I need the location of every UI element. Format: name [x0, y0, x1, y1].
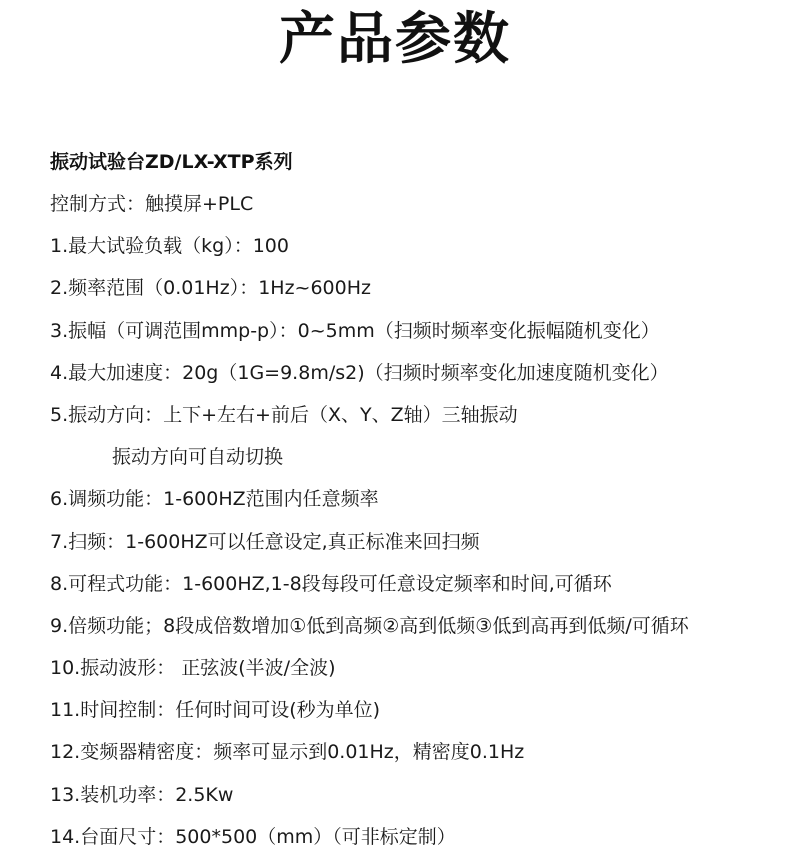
param-table-size: 14.台面尺寸：500*500（mm）（可非标定制） — [50, 825, 456, 848]
param-programmable: 8.可程式功能：1-600HZ,1-8段每段可任意设定频率和时间,可循环 — [50, 572, 612, 595]
param-installed-power: 13.装机功率：2.5Kw — [50, 783, 234, 806]
param-inverter-precision: 12.变频器精密度：频率可显示到0.01Hz，精密度0.1Hz — [50, 741, 525, 764]
param-direction-auto-switch: 振动方向可自动切换 — [112, 446, 284, 469]
param-max-load: 1.最大试验负载（kg）：100 — [50, 235, 289, 258]
page-title: 产品参数 — [279, 7, 511, 72]
param-vibration-direction: 5.振动方向：上下+左右+前后（X、Y、Z轴）三轴振动 — [50, 403, 518, 426]
param-amplitude: 3.振幅（可调范围mmp-p）：0~5mm（扫频时频率变化振幅随机变化） — [50, 319, 660, 342]
param-control-mode: 控制方式：触摸屏+PLC — [50, 193, 254, 215]
parameter-list — [50, 189, 785, 864]
param-max-acceleration: 4.最大加速度：20g（1G=9.8m/s2)（扫频时频率变化加速度随机变化） — [50, 361, 669, 384]
param-sweep: 7.扫频：1-600HZ可以任意设定,真正标准来回扫频 — [50, 530, 480, 553]
param-frequency-tuning: 6.调频功能：1-600HZ范围内任意频率 — [50, 488, 379, 511]
param-frequency-multiplication: 9.倍频功能；8段成倍数增加①低到高频②高到低频③低到高再到低频/可循环 — [50, 614, 689, 637]
param-time-control: 11.时间控制：任何时间可设(秒为单位) — [50, 699, 381, 722]
param-waveform: 10.振动波形： 正弦波(半波/全波) — [50, 657, 336, 680]
product-series-heading: 振动试验台ZD/LX-XTP系列 — [50, 151, 293, 173]
param-frequency-range: 2.频率范围（0.01Hz）：1Hz~600Hz — [50, 277, 371, 300]
